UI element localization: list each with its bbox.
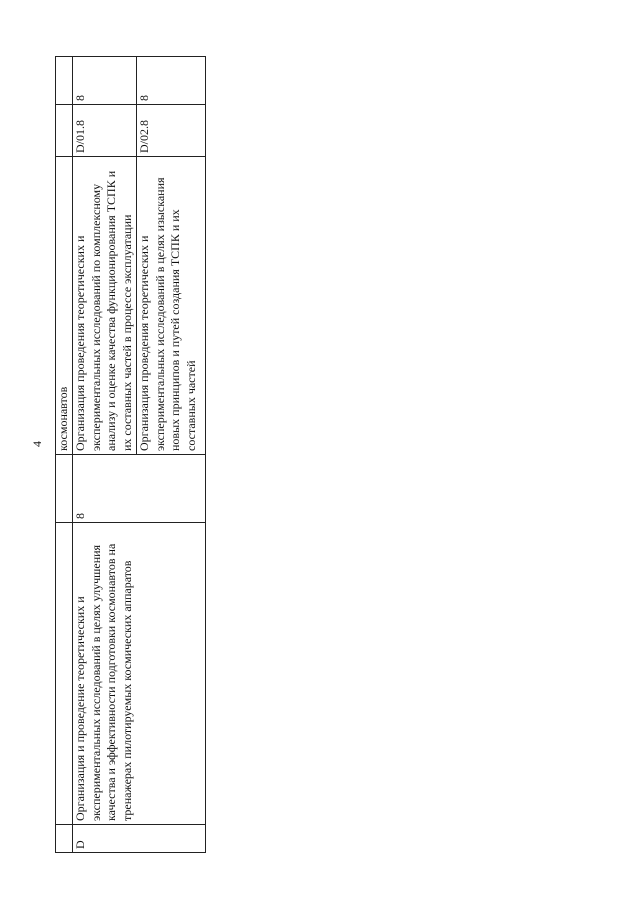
labor-function-code: D/02.8 <box>137 105 206 157</box>
continuation-text: космонавтов <box>56 157 73 455</box>
table-row <box>73 57 137 853</box>
functions-table <box>55 56 206 853</box>
cell-empty <box>56 523 73 825</box>
labor-function-level: 8 <box>73 57 137 105</box>
labor-function-level: 8 <box>137 57 206 105</box>
cell-empty <box>56 825 73 853</box>
rotated-table-wrapper <box>55 56 206 853</box>
generalized-function-code: D <box>73 825 206 853</box>
labor-function-name: Организация проведения теоретических и экспериментальных исследований по комплексному анализу и оценке качества функционирования ТСПК и их составных частей в процессе эксплуатации <box>73 157 137 455</box>
cell-empty <box>56 455 73 523</box>
page-number: 4 <box>30 441 44 447</box>
labor-function-name: Организация проведения теоретических и экспериментальных исследований в целях изыскания новых принципов и путей создания ТСПК и их составных частей <box>137 157 206 455</box>
labor-function-code: D/01.8 <box>73 105 137 157</box>
generalized-function-level: 8 <box>73 455 206 523</box>
table-row-continuation <box>56 57 73 853</box>
generalized-function-name: Организация и проведение теоретических и экспериментальных исследований в целях улучшения качества и эффективности подготовки космонавтов на тренажерах пилотируемых космических аппаратов <box>73 523 206 825</box>
cell-empty <box>56 105 73 157</box>
cell-empty <box>56 57 73 105</box>
